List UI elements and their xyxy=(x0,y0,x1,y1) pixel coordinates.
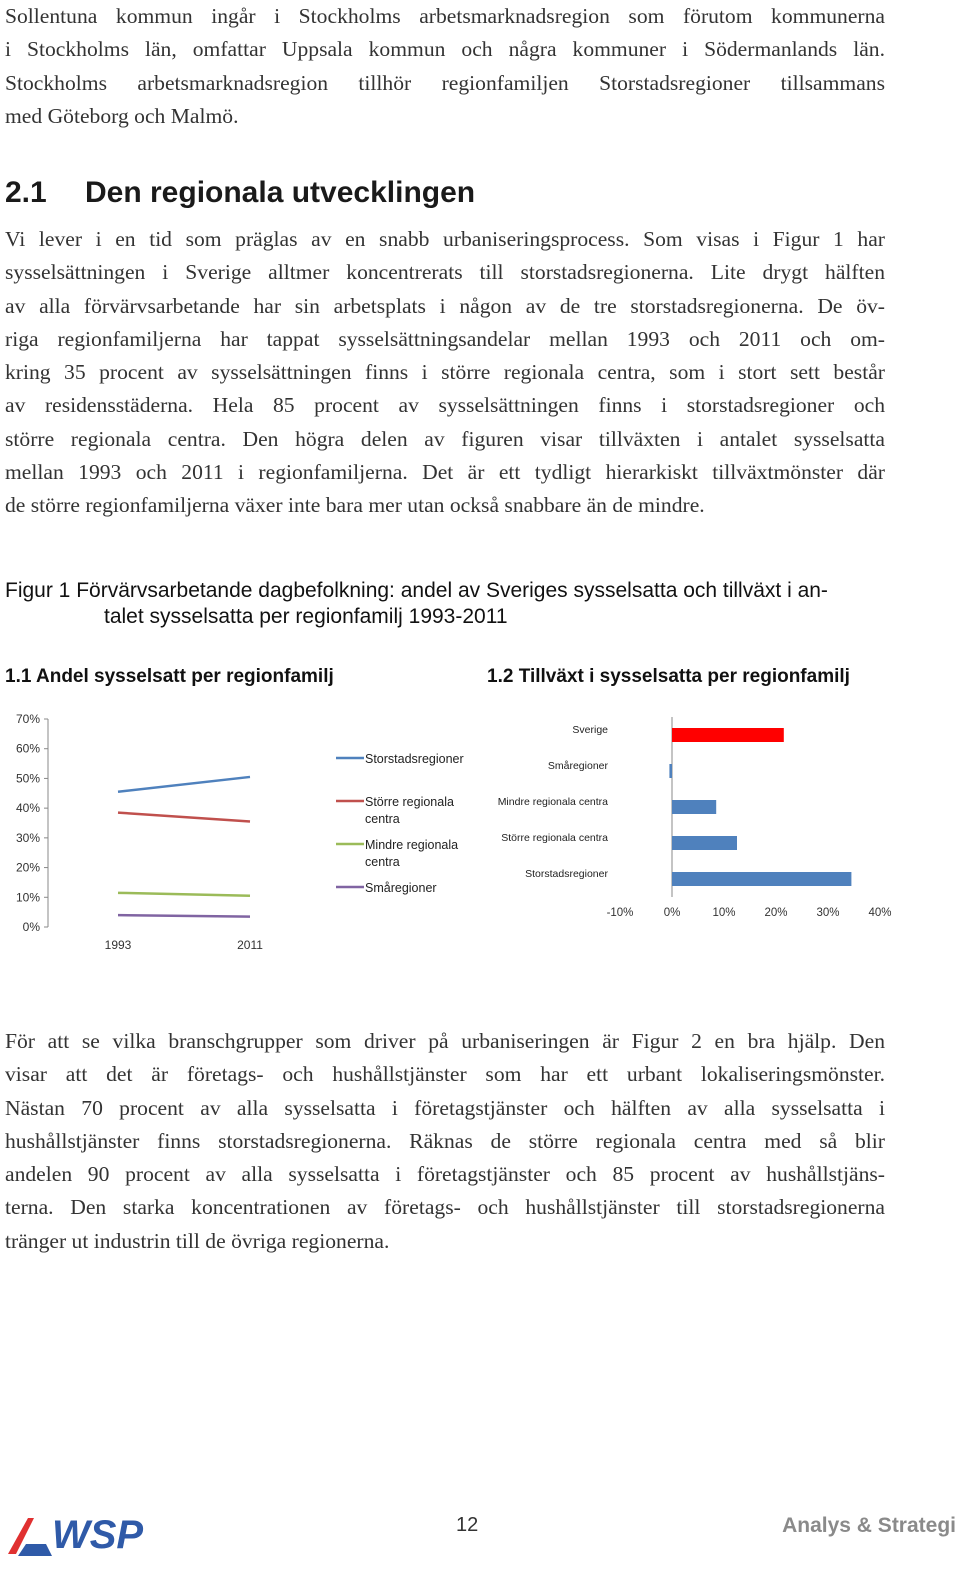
x-tick-label: 30% xyxy=(816,907,840,919)
intro-paragraph xyxy=(5,0,885,133)
category-label: Småregioner xyxy=(547,760,608,772)
series-line xyxy=(118,915,250,916)
text-line: med Göteborg och Malmö. xyxy=(5,103,239,128)
bar xyxy=(672,872,851,886)
series-line xyxy=(118,813,250,822)
legend-label: Storstadsregioner xyxy=(365,752,464,766)
figure-caption-line: talet sysselsatta per regionfamilj 1993-2011 xyxy=(104,605,508,628)
bar xyxy=(669,764,672,778)
right-chart-title: 1.2 Tillväxt i sysselsatta per regionfamilj xyxy=(487,666,850,687)
body-paragraph-1 xyxy=(5,223,885,523)
legend-label: Större regionala xyxy=(365,795,454,809)
text-line: Stockholms arbetsmarknadsregion tillhör regionfamiljen Storstadsregioner tillsammans xyxy=(5,70,885,95)
bar xyxy=(672,836,737,850)
y-tick-label: 0% xyxy=(22,920,40,934)
text-line: de större regionfamiljerna växer inte bara mer utan också snabbare än de mindre. xyxy=(5,493,705,518)
footer-brand: Analys & Strategi xyxy=(782,1514,956,1537)
figure-caption xyxy=(5,578,885,630)
x-tick-label: 1993 xyxy=(104,938,132,952)
x-tick-label: 2011 xyxy=(237,938,263,952)
text-line: i Stockholms län, omfattar Uppsala kommun och några kommuner i Södermanlands län. xyxy=(5,37,885,62)
text-line: Vi lever i en tid som präglas av en snabb urbaniseringsprocess. Som visas i Figur 1 har xyxy=(5,227,885,251)
text-line: av alla förvärvsarbetande har sin arbetsplats i någon av de tre storstadsregionerna. De öv- xyxy=(5,293,885,318)
section-heading xyxy=(5,176,475,210)
text-line: För att se vilka branschgrupper som driver på urbaniseringen är Figur 2 en bra hjälp. Den xyxy=(5,1029,885,1053)
x-tick-label: 40% xyxy=(868,907,892,919)
x-tick-label: 0% xyxy=(663,907,681,919)
legend-label: Småregioner xyxy=(365,881,437,895)
legend-label: Mindre regionala xyxy=(365,838,459,852)
y-tick-label: 70% xyxy=(15,712,40,726)
text-line: mellan 1993 och 2011 i regionfamiljerna. Det är ett tydligt hierarkiskt tillväxtmönster där xyxy=(5,460,885,485)
left-chart-title: 1.1 Andel sysselsatt per regionfamilj xyxy=(5,666,334,687)
section-number: 2.1 xyxy=(5,176,47,209)
x-tick-label: -10% xyxy=(606,907,634,919)
y-tick-label: 10% xyxy=(15,890,40,905)
bar xyxy=(672,800,716,814)
y-tick-label: 60% xyxy=(15,741,40,756)
line-chart xyxy=(0,705,480,965)
series-line xyxy=(118,777,250,792)
legend-label: centra xyxy=(365,855,400,869)
y-tick-label: 50% xyxy=(15,771,40,786)
logo-text: WSP xyxy=(52,1513,144,1557)
text-line: riga regionfamiljerna har tappat sysselsättningsandelar mellan 1993 och 2011 och om- xyxy=(5,326,885,351)
category-label: Mindre regionala centra xyxy=(497,796,608,808)
y-tick-label: 40% xyxy=(15,801,40,816)
text-line: andelen 90 procent av alla sysselsatta i företagstjänster och 85 procent av hushållstjäns- xyxy=(5,1162,885,1187)
y-tick-label: 30% xyxy=(15,830,40,845)
section-title: Den regionala utvecklingen xyxy=(85,176,476,209)
wsp-logo xyxy=(6,1508,166,1565)
page-number: 12 xyxy=(456,1514,479,1536)
series-line xyxy=(118,893,250,896)
category-label: Storstadsregioner xyxy=(525,868,608,880)
text-line: av residensstäderna. Hela 85 procent av sysselsättningen finns i storstadsregioner och xyxy=(5,393,885,418)
legend-label: centra xyxy=(365,812,400,826)
body-paragraph-2 xyxy=(5,1025,885,1258)
text-line: visar att det är företags- och hushållstjänster som har ett urbant lokaliseringsmönster. xyxy=(5,1062,885,1087)
x-tick-label: 20% xyxy=(764,907,788,919)
category-label: Större regionala centra xyxy=(501,832,608,844)
text-line: Nästan 70 procent av alla sysselsatta i företagstjänster och hälften av alla sysselsatta i xyxy=(5,1095,885,1120)
figure-caption-line: Figur 1 Förvärvsarbetande dagbefolkning: andel av Sveriges sysselsatta och tillväxt i an- xyxy=(5,579,828,602)
text-line: kring 35 procent av sysselsättningen finns i större regionala centra, som i stort sett består xyxy=(5,360,885,385)
logo-blue-shape xyxy=(18,1544,52,1556)
y-tick-label: 20% xyxy=(15,860,40,875)
bar-chart xyxy=(480,705,950,935)
bar xyxy=(672,728,784,742)
text-line: Sollentuna kommun ingår i Stockholms arbetsmarknadsregion som förutom kommunerna xyxy=(5,4,885,28)
x-tick-label: 10% xyxy=(712,907,736,919)
text-line: större regionala centra. Den högra delen av figuren visar tillväxten i antalet sysselsatta xyxy=(5,426,885,451)
text-line: sysselsättningen i Sverige alltmer koncentrerats till storstadsregionerna. Lite drygt hälften xyxy=(5,260,885,285)
text-line: hushållstjänster finns storstadsregionerna. Räknas de större regionala centra med så blir xyxy=(5,1128,885,1153)
text-line: terna. Den starka koncentrationen av företags- och hushållstjänster till storstadsregionerna xyxy=(5,1195,885,1220)
category-label: Sverige xyxy=(572,724,608,736)
text-line: tränger ut industrin till de övriga regionerna. xyxy=(5,1228,390,1253)
